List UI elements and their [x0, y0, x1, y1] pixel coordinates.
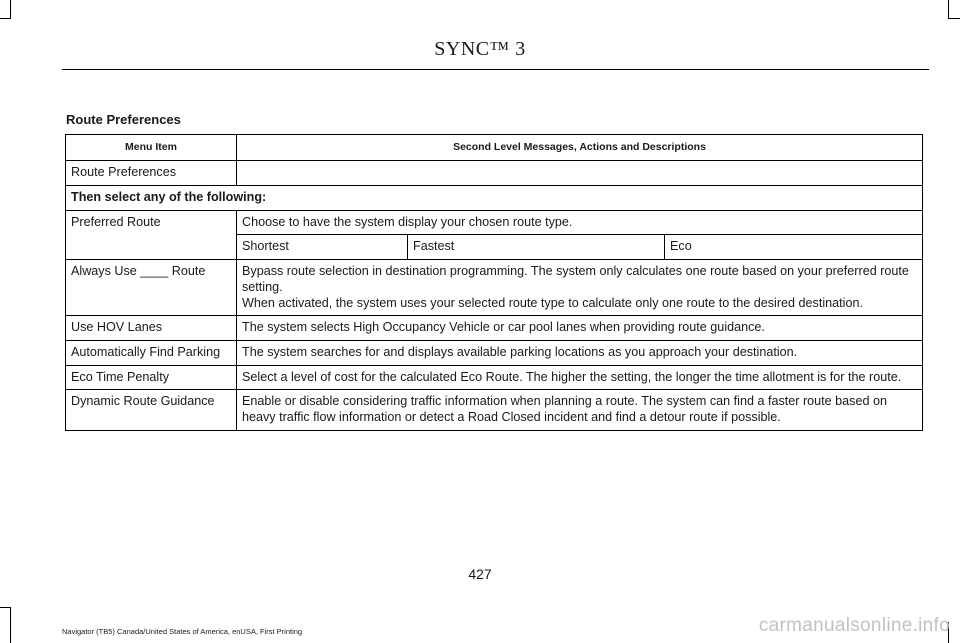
crop-mark [0, 607, 11, 608]
table-row [66, 316, 923, 341]
menu-item-find-parking: Automatically Find Parking [66, 341, 237, 366]
option-fastest: Fastest [408, 235, 665, 260]
route-preferences-table [65, 134, 923, 431]
table-row [66, 260, 923, 316]
watermark: carmanualsonline.info [758, 615, 950, 636]
menu-item-eco-time-penalty: Eco Time Penalty [66, 365, 237, 390]
menu-item-route-preferences: Route Preferences [66, 161, 237, 186]
always-use-description-2: When activated, the system uses your selected route type to calculate only one route to the desired destination. [242, 295, 863, 310]
menu-item-preferred-route: Preferred Route [66, 210, 237, 259]
crop-mark [10, 607, 11, 643]
menu-item-use-hov-lanes: Use HOV Lanes [66, 316, 237, 341]
table-row [66, 341, 923, 366]
preferred-route-description: Choose to have the system display your chosen route type. [237, 210, 923, 235]
header-rule [62, 69, 929, 70]
always-use-description-1: Bypass route selection in destination programming. The system only calculates one route based on your preferred route setting. [242, 264, 909, 294]
dynamic-description: Enable or disable considering traffic information when planning a route. The system can find a faster route based on heavy traffic flow information or detect a Road Closed incident and find a detour route if possible. [237, 390, 923, 430]
empty-cell [237, 161, 923, 186]
section-heading: Route Preferences [66, 112, 181, 127]
parking-description: The system searches for and displays available parking locations as you approach your destination. [237, 341, 923, 366]
column-header-menu-item: Menu Item [66, 135, 237, 161]
option-shortest: Shortest [237, 235, 408, 260]
crop-mark [0, 18, 11, 19]
column-header-second-level: Second Level Messages, Actions and Descriptions [237, 135, 923, 161]
instruction-row: Then select any of the following: [66, 185, 923, 210]
crop-mark [948, 0, 949, 18]
crop-mark [948, 18, 960, 19]
option-eco: Eco [665, 235, 923, 260]
eco-penalty-description: Select a level of cost for the calculated Eco Route. The higher the setting, the longer the time allotment is for the route. [237, 365, 923, 390]
footer-text: Navigator (TB5) Canada/United States of America, enUSA, First Printing [62, 627, 303, 636]
table-header-row [66, 135, 923, 161]
table-row [66, 210, 923, 235]
table-row [66, 161, 923, 186]
crop-mark [10, 0, 11, 18]
always-use-description [237, 260, 923, 316]
table-row [66, 185, 923, 210]
table-row [66, 365, 923, 390]
page-number: 427 [468, 566, 492, 582]
menu-item-dynamic-route-guidance: Dynamic Route Guidance [66, 390, 237, 430]
menu-item-always-use-route: Always Use ____ Route [66, 260, 237, 316]
hov-description: The system selects High Occupancy Vehicle or car pool lanes when providing route guidance. [237, 316, 923, 341]
page-header-title: SYNC™ 3 [434, 38, 526, 60]
table-row [66, 390, 923, 430]
